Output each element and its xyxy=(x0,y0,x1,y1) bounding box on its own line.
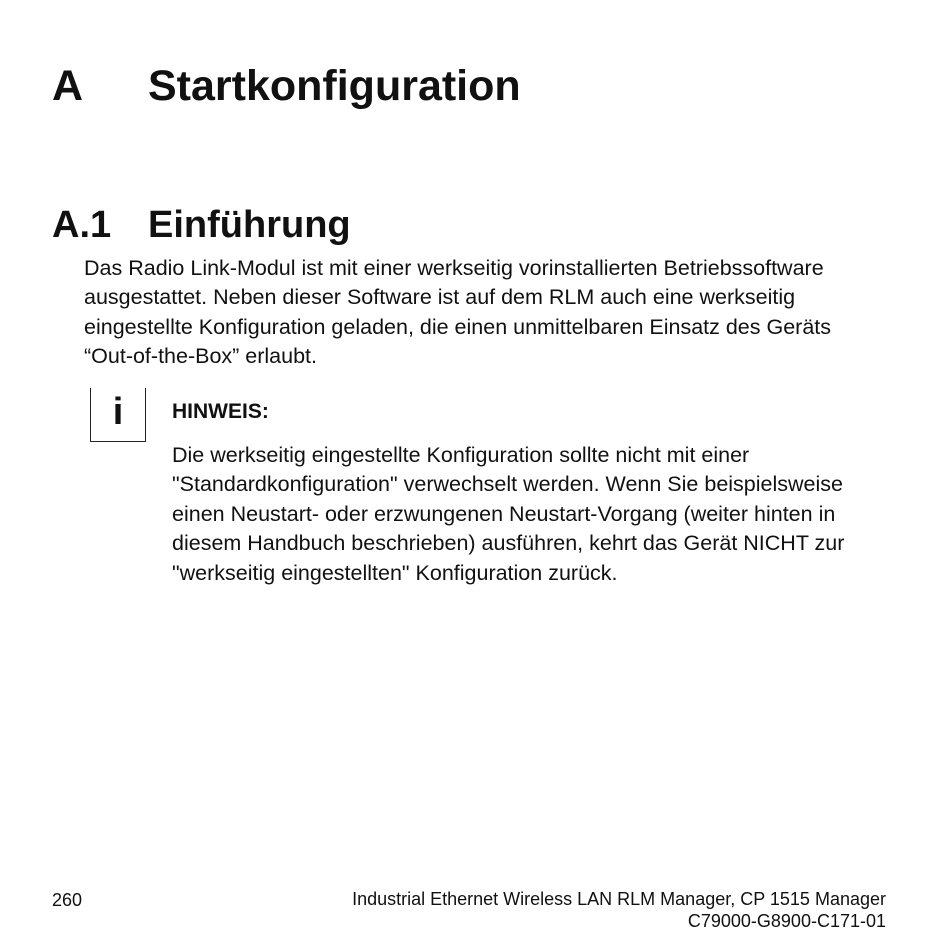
footer-product: Industrial Ethernet Wireless LAN RLM Manager, CP 1515 Manager xyxy=(352,889,886,909)
section-heading xyxy=(52,200,351,250)
section-number: A.1 xyxy=(52,204,112,246)
chapter-heading xyxy=(52,58,521,114)
page-number: 260 xyxy=(52,890,83,910)
intro-paragraph: Das Radio Link-Modul ist mit einer werkseitig vorinstallierten Betriebssoftware ausgestattet. Neben dieser Software ist auf dem RLM auch eine werkseitig eingestellte Konfiguration geladen, die einen unmittelbaren Einsatz des Geräts “Out-of-the-Box” erlaubt. xyxy=(84,256,832,369)
chapter-title: Startkonfiguration xyxy=(148,62,521,110)
note-paragraph: Die werkseitig eingestellte Konfiguration sollte nicht mit einer "Standardkonfiguration" verwechselt werden. Wenn Sie beispielsweise einen Neustart- oder erzwungenen Neustart-Vorgang (weiter hinten in diesem Handbuch beschrieben) ausführen, kehrt das Gerät NICHT zur "werkseitig eingestellten" Konfiguration zurück. xyxy=(172,443,845,585)
note-body-container xyxy=(172,441,872,588)
info-icon: i xyxy=(112,391,124,433)
note-title: HINWEIS: xyxy=(172,400,269,423)
info-icon-box xyxy=(90,388,146,442)
footer-info xyxy=(352,888,886,932)
footer-document-id: C79000-G8900-C171-01 xyxy=(687,911,886,931)
intro-paragraph-container xyxy=(84,254,884,372)
section-title: Einführung xyxy=(148,204,351,246)
chapter-letter: A xyxy=(52,62,84,110)
